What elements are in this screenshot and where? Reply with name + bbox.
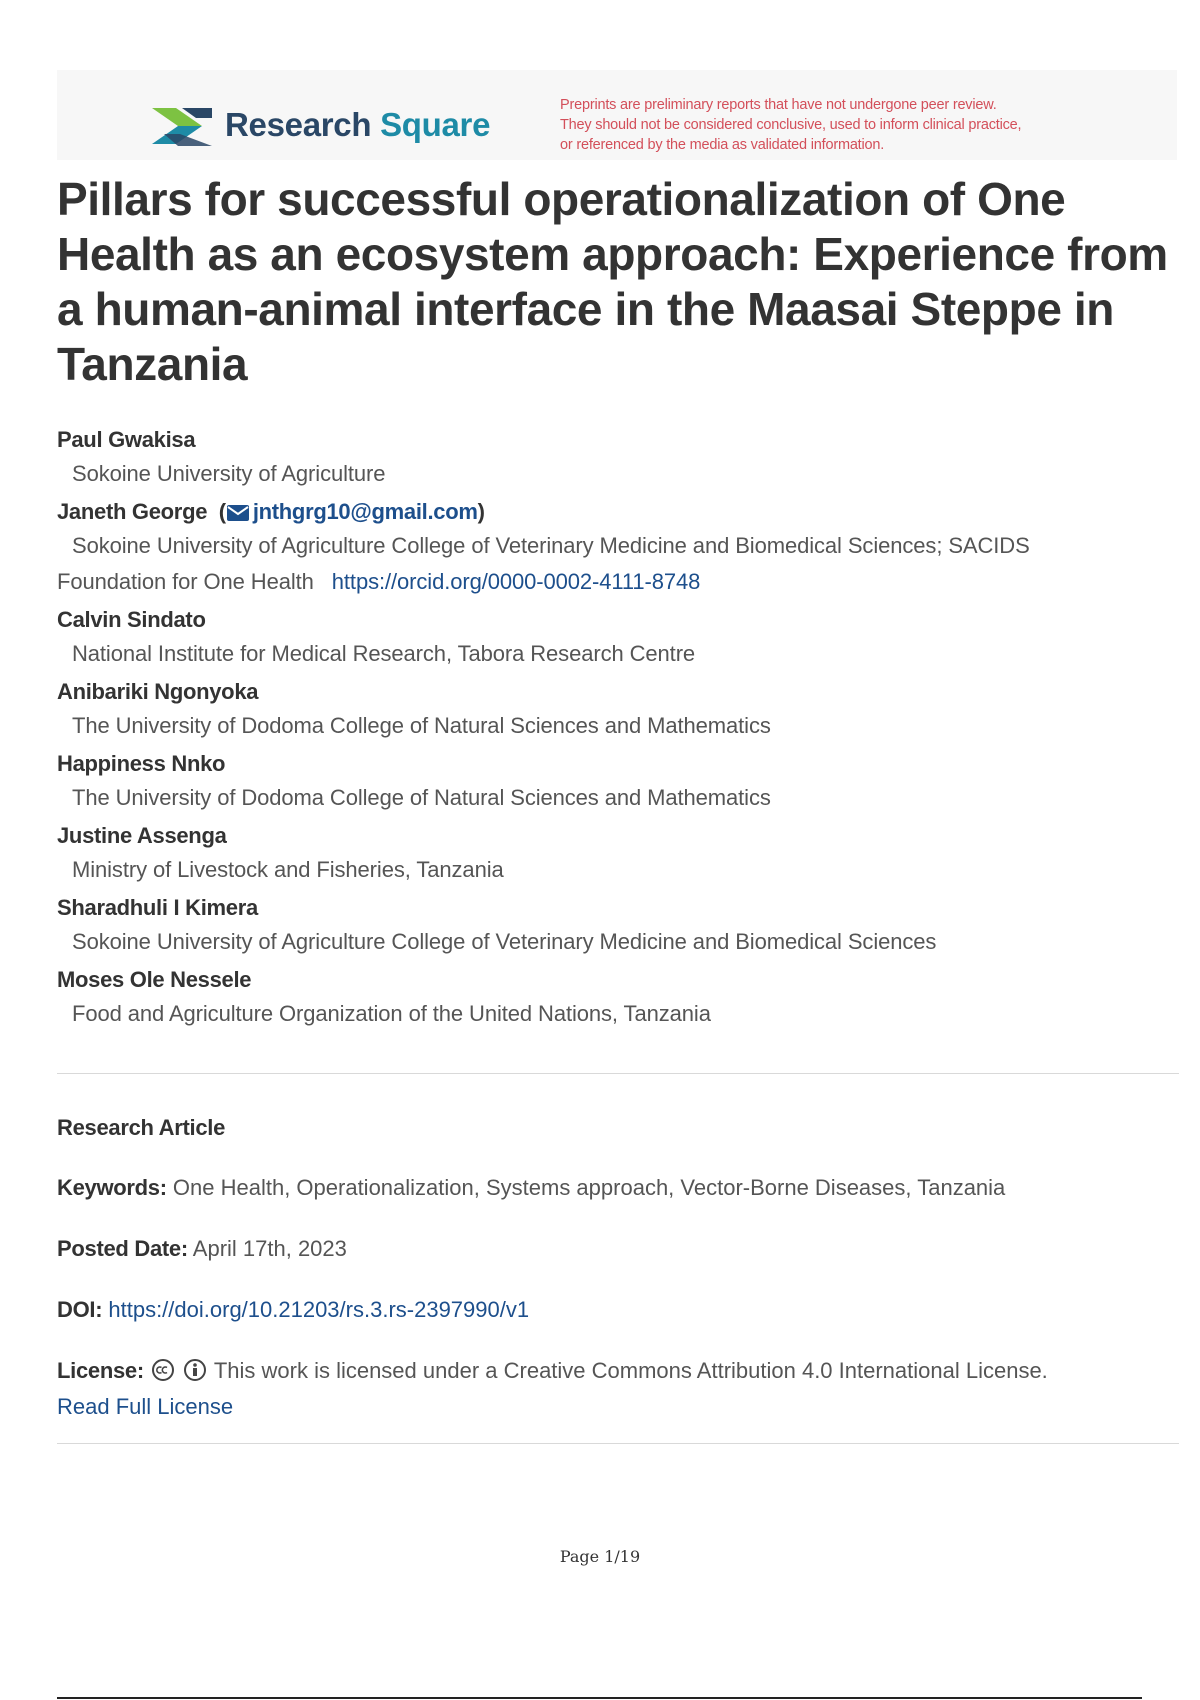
author-list — [57, 424, 1167, 1036]
author-affiliation: Sokoine University of Agriculture College of Veterinary Medicine and Biomedical Sciences; SACIDS — [72, 533, 1030, 558]
article-type — [57, 1110, 1177, 1146]
read-full-license-link[interactable]: Read Full License — [57, 1394, 234, 1419]
brand-part-1: Research — [225, 106, 372, 143]
author-entry — [57, 604, 1167, 672]
doi-link[interactable]: https://doi.org/10.21203/rs.3.rs-2397990/v1 — [108, 1297, 530, 1322]
attribution-icon — [183, 1358, 207, 1382]
brand-part-2: Square — [380, 106, 491, 143]
license-row — [57, 1353, 1177, 1425]
doi-label: DOI: — [57, 1297, 103, 1322]
author-entry — [57, 748, 1167, 816]
author-affiliation: The University of Dodoma College of Natural Sciences and Mathematics — [72, 713, 771, 738]
email-text: jnthgrg10@gmail.com — [252, 499, 478, 524]
author-affiliation: Food and Agriculture Organization of the United Nations, Tanzania — [72, 1001, 711, 1026]
brand-name[interactable] — [225, 106, 490, 144]
keywords-row — [57, 1170, 1177, 1206]
keywords-label: Keywords: — [57, 1175, 167, 1200]
creative-commons-icon — [151, 1358, 175, 1382]
doi-row — [57, 1292, 1177, 1328]
author-name: Justine Assenga — [57, 823, 227, 848]
page-bottom-rule — [57, 1697, 1142, 1699]
author-entry — [57, 892, 1167, 960]
author-name: Moses Ole Nessele — [57, 967, 252, 992]
author-name: Paul Gwakisa — [57, 427, 196, 452]
orcid-link[interactable]: https://orcid.org/0000-0002-4111-8748 — [331, 569, 701, 594]
author-name: Happiness Nnko — [57, 751, 226, 776]
author-email-link[interactable] — [226, 499, 478, 524]
license-text: This work is licensed under a Creative Commons Attribution 4.0 International License. — [213, 1358, 1048, 1383]
page-number: Page 1/19 — [559, 1547, 641, 1566]
author-affiliation: Sokoine University of Agriculture College of Veterinary Medicine and Biomedical Sciences — [72, 929, 937, 954]
affiliation-line-2: Foundation for One Health — [57, 569, 314, 594]
author-entry — [57, 496, 1167, 600]
author-entry — [57, 820, 1167, 888]
disclaimer-line-3: or referenced by the media as validated information. — [560, 137, 885, 153]
disclaimer-line-2: They should not be considered conclusive, used to inform clinical practice, — [560, 117, 1022, 133]
posted-date-row — [57, 1231, 1177, 1267]
author-affiliation: The University of Dodoma College of Natural Sciences and Mathematics — [72, 785, 771, 810]
posted-date-value: April 17th, 2023 — [192, 1236, 347, 1261]
author-affiliation: Ministry of Livestock and Fisheries, Tanzania — [72, 857, 504, 882]
author-entry — [57, 964, 1167, 1032]
divider — [57, 1443, 1179, 1444]
author-affiliation-cont — [57, 564, 1167, 600]
keywords-value: One Health, Operationalization, Systems approach, Vector-Borne Diseases, Tanzania — [172, 1175, 1006, 1200]
author-name: Sharadhuli I Kimera — [57, 895, 258, 920]
author-entry — [57, 676, 1167, 744]
author-affiliation: Sokoine University of Agriculture — [72, 461, 386, 486]
envelope-icon — [226, 504, 250, 522]
author-name: Calvin Sindato — [57, 607, 206, 632]
research-square-logo — [150, 104, 214, 150]
license-label: License: — [57, 1358, 144, 1383]
preprint-header — [57, 70, 1177, 160]
divider — [57, 1073, 1179, 1074]
author-name-with-email: Janeth George ( jnthgrg10@gmail.com) — [57, 499, 485, 524]
paper-title: Pillars for successful operationalization of One Health as an ecosystem approach: Experience from a human-animal interface in the Maasai Steppe in Tanzania — [57, 173, 1168, 390]
posted-date-label: Posted Date: — [57, 1236, 188, 1261]
author-affiliation: National Institute for Medical Research, Tabora Research Centre — [72, 641, 696, 666]
author-name: Janeth George — [57, 499, 208, 524]
author-name: Anibariki Ngonyoka — [57, 679, 259, 704]
article-type-label: Research Article — [57, 1115, 226, 1140]
disclaimer-line-1: Preprints are preliminary reports that have not undergone peer review. — [560, 97, 997, 113]
preprint-disclaimer — [560, 95, 1120, 155]
author-entry — [57, 424, 1167, 492]
